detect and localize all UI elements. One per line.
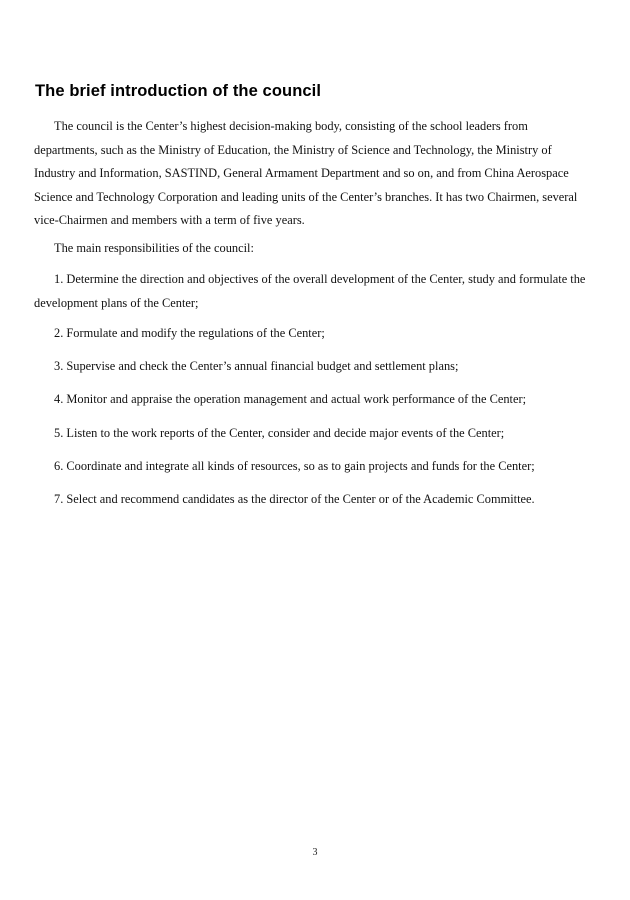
responsibility-item-3: 3. Supervise and check the Center’s annual financial budget and settlement plans;	[54, 359, 459, 373]
responsibilities-heading: The main responsibilities of the council:	[54, 241, 254, 255]
responsibility-item-1: 1. Determine the direction and objectives of the overall development of the Center, study and formulate the development plans of the Center;	[34, 272, 586, 310]
responsibility-item-4: 4. Monitor and appraise the operation management and actual work performance of the Center;	[54, 392, 527, 406]
responsibility-item-7: 7. Select and recommend candidates as the director of the Center or of the Academic Committee.	[54, 492, 535, 506]
intro-paragraph: The council is the Center’s highest decision-making body, consisting of the school leaders from departments, such as the Ministry of Education, the Ministry of Science and Technology, the Ministry of Industry and Information, SASTIND, General Armament Department and so on, and from China Aerospace Science and Technology Corporation and leading units of the Center’s branches. It has two Chairmen, several vice-Chairmen and members with a term of five years.	[34, 119, 578, 228]
page-title: The brief introduction of the council	[35, 82, 322, 100]
page-number: 3	[312, 847, 318, 858]
responsibility-item-6: 6. Coordinate and integrate all kinds of resources, so as to gain projects and funds for the Center;	[54, 459, 535, 473]
responsibility-item-5: 5. Listen to the work reports of the Center, consider and decide major events of the Center;	[54, 426, 505, 440]
responsibility-item-2: 2. Formulate and modify the regulations of the Center;	[54, 326, 325, 340]
